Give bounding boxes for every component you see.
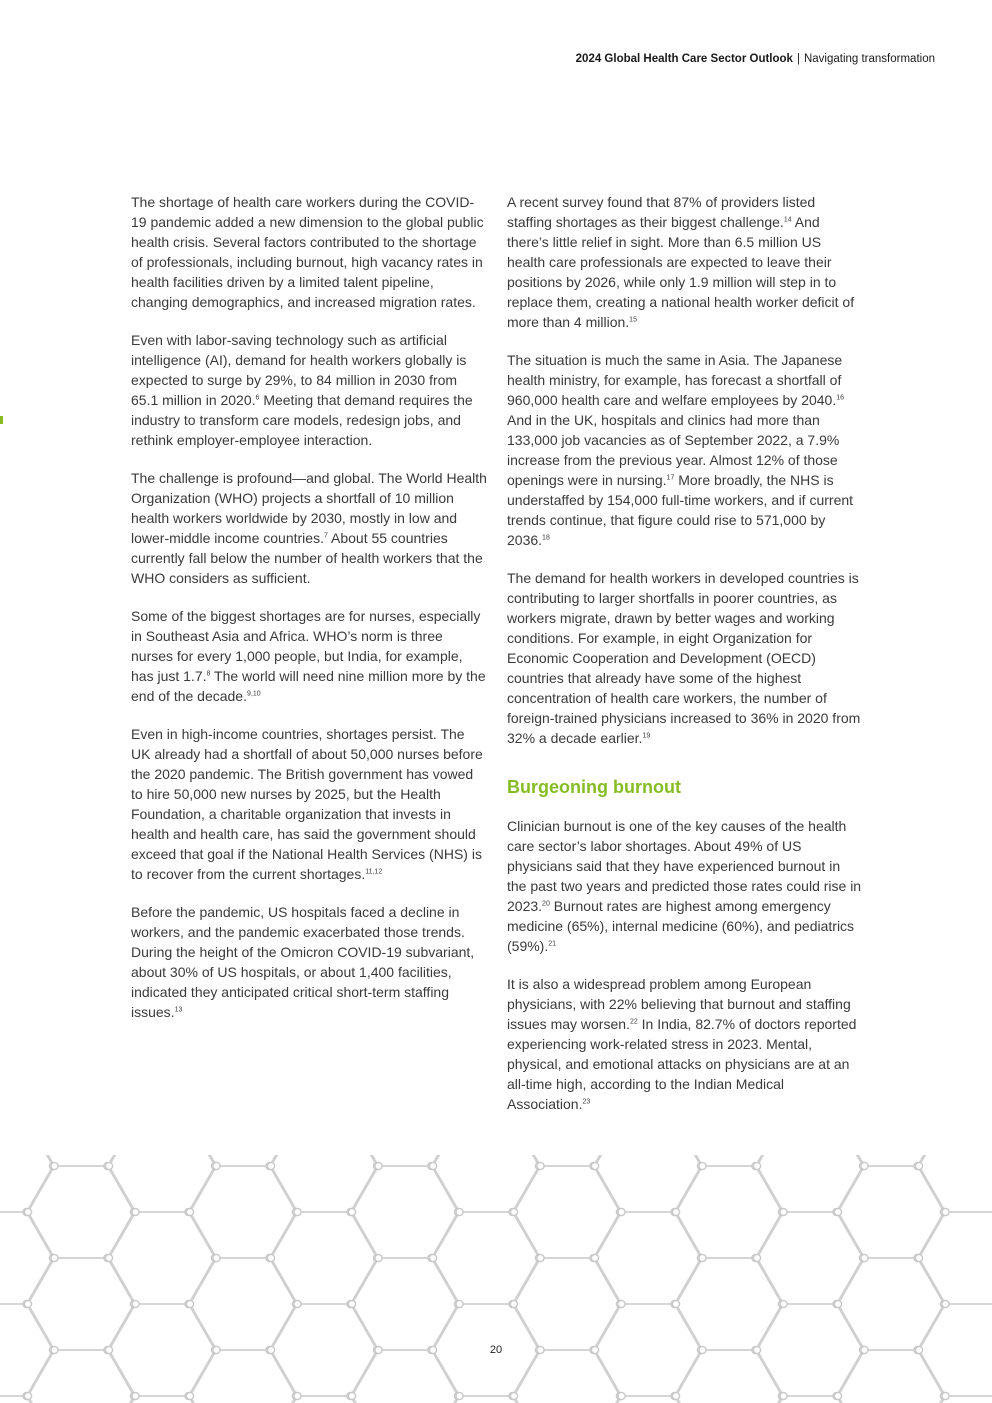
hexagon-node <box>429 1254 436 1261</box>
hexagon-cell <box>352 1258 458 1350</box>
side-accent-mark <box>0 416 3 424</box>
hexagon-cell <box>190 1258 296 1350</box>
paragraph: The situation is much the same in Asia. The Japanese health ministry, for example, has forecast a shortfall of 960,000 health care and welfare employees by 2040.16 And in the UK, hospitals and clinics had more than 133,000 job vacancies as of September 2022, a 7.9% increase from the previous year. Almost 12% of those openings were in nursing.$^{17}$ More broadly, the NHS is understaffed by 154,000 full-time workers, and if current trends continue, that figure could rise to 571,000 by 2036.18 <box>507 352 854 548</box>
hexagon-cell <box>919 1396 992 1403</box>
hexagon-node <box>618 1392 625 1399</box>
paragraph: Even in high-income countries, shortages persist. The UK already had a shortfall of about 50,000 nurses before the 2020 pandemic. The British government has vowed to hire 50,000 new nurses by 2025, but the Health Foundation, a charitable organization that invests in health and health care, has said the government should exceed that goal if the National Health Services (NHS) is to recover from the current shortages.$^{11,12}$ <box>131 726 483 882</box>
hexagon-node <box>186 1208 193 1215</box>
hexagon-cell <box>514 1258 620 1350</box>
hexagon-node <box>861 1162 868 1169</box>
hexagon-node <box>267 1254 274 1261</box>
hexagon-cell <box>595 1396 701 1403</box>
hexagon-node <box>510 1300 517 1307</box>
hexagon-node <box>24 1300 31 1307</box>
hexagon-node <box>510 1208 517 1215</box>
hexagon-cell <box>838 1350 944 1403</box>
hexagon-node <box>132 1392 139 1399</box>
publication-title: 2024 Global Health Care Sector Outlook <box>575 53 793 65</box>
hexagon-node <box>24 1392 31 1399</box>
footnote-ref[interactable]: 22 <box>629 1018 638 1026</box>
footnote-ref[interactable]: 7 <box>323 532 328 540</box>
hexagon-node <box>834 1300 841 1307</box>
hexagon-node <box>51 1162 58 1169</box>
hexagon-node <box>915 1162 922 1169</box>
paragraph: It is also a widespread problem among European physicians, with 22% believing that burnout and staffing issues may worsen.$^{22}$ In India, 82.7% of doctors reported experiencing work-related stress in 2023. Mental, physical, and emotional attacks on physicians are at an all-time high, according to the Indian Medical Association.$^{23}$ <box>507 976 857 1112</box>
hexagon-node <box>105 1254 112 1261</box>
hexagon-cell <box>514 1350 620 1403</box>
footnote-ref[interactable]: 21 <box>548 940 557 948</box>
hexagon-cell <box>676 1258 782 1350</box>
hexagon-node <box>942 1300 949 1307</box>
hexagon-node <box>24 1208 31 1215</box>
hexagon-node <box>456 1300 463 1307</box>
hexagon-node <box>429 1162 436 1169</box>
hexagon-node <box>348 1208 355 1215</box>
footnote-ref[interactable]: 8 <box>206 670 211 678</box>
section-heading: Burgeoning burnout <box>507 777 681 797</box>
hexagon-cell <box>352 1166 458 1258</box>
hexagon-node <box>672 1208 679 1215</box>
hexagon-node <box>618 1208 625 1215</box>
hexagon-node <box>591 1162 598 1169</box>
hexagon-node <box>348 1300 355 1307</box>
hexagon-cell <box>838 1166 944 1258</box>
footnote-ref[interactable]: 13 <box>174 1006 183 1014</box>
footnote-ref[interactable]: 18 <box>542 534 550 542</box>
hexagon-cell <box>28 1155 134 1166</box>
hexagon-node <box>132 1208 139 1215</box>
hexagon-node <box>780 1208 787 1215</box>
footnote-ref[interactable]: 9,10 <box>247 690 261 698</box>
hexagon-node <box>780 1300 787 1307</box>
hexagon-node <box>213 1162 220 1169</box>
footnote-ref[interactable]: 23 <box>582 1098 591 1106</box>
paragraph: The demand for health workers in developed countries is contributing to larger shortfalls in poorer countries, as workers migrate, drawn by better wages and working conditions. For example, in eight Organization for Economic Cooperation and Development (OECD) countries that already have some of the highest concentration of health care workers, the number of foreign-trained physicians increased to 36% in 2020 from 32% a decade earlier.$^{19}$ <box>507 570 861 746</box>
hexagon-cell <box>190 1155 296 1166</box>
paragraph: Some of the biggest shortages are for nurses, especially in Southeast Asia and Africa. WHO’s norm is three nurses for every 1,000 people, but India, for example, has just 1.7.$^8$ The world will need nine million more by the end of the decade.$^{9,10}$ <box>131 608 486 704</box>
hexagon-cell <box>190 1350 296 1403</box>
hexagon-cell <box>514 1166 620 1258</box>
hexagon-node <box>942 1208 949 1215</box>
hexagon-node <box>537 1254 544 1261</box>
footnote-ref[interactable]: 14 <box>783 216 792 224</box>
hexagon-node <box>132 1300 139 1307</box>
hexagon-node <box>375 1254 382 1261</box>
hexagon-cell <box>595 1155 701 1212</box>
hexagon-node <box>672 1300 679 1307</box>
paragraph: The shortage of health care workers during the COVID-19 pandemic added a new dimension to the global public health crisis. Several factors contributed to the shortage of professionals, including burnout, high vacancy rates in health facilities driven by a limited talent pipeline, changing demographics, and increased migration rates. <box>131 194 484 310</box>
hexagon-cell <box>0 1212 53 1304</box>
hexagon-node <box>294 1208 301 1215</box>
hexagon-cell <box>595 1212 701 1304</box>
hexagon-cell <box>433 1155 539 1212</box>
hexagon-node <box>294 1300 301 1307</box>
hexagon-node <box>699 1254 706 1261</box>
hexagon-cell <box>271 1396 377 1403</box>
hexagon-cell <box>28 1350 134 1403</box>
hexagon-node <box>213 1254 220 1261</box>
hexagon-cell <box>676 1155 782 1166</box>
hexagon-node <box>699 1162 706 1169</box>
hexagon-node <box>375 1162 382 1169</box>
hexagon-cell <box>757 1155 863 1212</box>
footnote-ref[interactable]: 6 <box>255 394 260 402</box>
hexagon-node <box>294 1392 301 1399</box>
paragraph: The challenge is profound—and global. The World Health Organization (WHO) projects a shortfall of 10 million health workers worldwide by 2030, mostly in low and lower-middle income countries.$^7$ About 55 countries currently fall below the number of health workers that the WHO considers as sufficient. <box>131 470 487 586</box>
footnote-ref[interactable]: 16 <box>836 394 845 402</box>
hexagon-node <box>753 1162 760 1169</box>
page-number: 20 <box>489 1344 503 1356</box>
hexagon-cell <box>28 1258 134 1350</box>
hexagon-cell <box>109 1212 215 1304</box>
hexagon-cell <box>757 1396 863 1403</box>
right-column <box>507 192 863 1132</box>
hexagon-cell <box>109 1155 215 1212</box>
hexagon-cell <box>352 1155 458 1166</box>
hexagon-node <box>456 1392 463 1399</box>
hexagon-cell <box>190 1166 296 1258</box>
paragraph: A recent survey found that 87% of providers listed staffing shortages as their biggest challenge.$^{14}$ And there’s little relief in sight. More than 6.5 million US health care professionals are expected to leave their positions by 2026, while only 1.9 million will step in to replace them, creating a national health worker deficit of more than 4 million.$^{15}$ <box>507 194 855 330</box>
footnote-ref[interactable]: 15 <box>629 316 637 324</box>
publication-subtitle: Navigating transformation <box>803 53 935 65</box>
hexagon-cell <box>352 1350 458 1403</box>
hexagon-node <box>834 1208 841 1215</box>
hexagon-node <box>753 1254 760 1261</box>
footnote-ref[interactable]: 19 <box>642 732 651 740</box>
hexagon-node <box>456 1208 463 1215</box>
hexagon-node <box>267 1162 274 1169</box>
hexagon-node <box>348 1392 355 1399</box>
hexagon-cell <box>271 1155 377 1212</box>
hexagon-pattern-decoration <box>0 1155 992 1403</box>
hexagon-cell <box>838 1258 944 1350</box>
hexagon-cell <box>838 1155 944 1166</box>
hexagon-node <box>537 1162 544 1169</box>
hexagon-node <box>834 1392 841 1399</box>
header-separator: | <box>796 53 800 65</box>
hexagon-cell <box>271 1212 377 1304</box>
hexagon-node <box>942 1392 949 1399</box>
hexagon-cell <box>919 1212 992 1304</box>
hexagon-cell <box>433 1396 539 1403</box>
left-column <box>131 192 487 1040</box>
footnote-ref[interactable]: 20 <box>542 900 550 908</box>
hexagon-cell <box>109 1396 215 1403</box>
hexagon-node <box>861 1254 868 1261</box>
hexagon-node <box>105 1162 112 1169</box>
hexagon-node <box>591 1254 598 1261</box>
hexagon-cell <box>514 1155 620 1166</box>
paragraph: Before the pandemic, US hospitals faced a decline in workers, and the pandemic exacerbated those trends. During the height of the Omicron COVID-19 subvariant, about 30% of US hospitals, or about 1,400 facilities, indicated they anticipated critical short-term staffing issues.$^{13}$ <box>131 904 475 1020</box>
hexagon-node <box>510 1392 517 1399</box>
hexagon-cell <box>433 1212 539 1304</box>
hexagon-node <box>915 1254 922 1261</box>
paragraph: Even with labor-saving technology such as artificial intelligence (AI), demand for health workers globally is expected to surge by 29%, to 84 million in 2030 from 65.1 million in 2020.$^6$ Meeting that demand requires the industry to transform care models, redesign jobs, and rethink employer-employee interaction. <box>131 332 473 448</box>
hexagon-cell <box>676 1350 782 1403</box>
hexagon-cell <box>757 1212 863 1304</box>
hexagon-node <box>186 1392 193 1399</box>
hexagon-cell <box>28 1166 134 1258</box>
running-header <box>576 53 935 65</box>
hexagon-cell <box>676 1166 782 1258</box>
footnote-ref[interactable]: 17 <box>666 474 675 482</box>
hexagon-node <box>672 1392 679 1399</box>
hexagon-cell <box>919 1155 992 1212</box>
hexagon-node <box>51 1254 58 1261</box>
hexagon-node <box>618 1300 625 1307</box>
footnote-ref[interactable]: 11,12 <box>365 868 383 876</box>
paragraph: Clinician burnout is one of the key causes of the health care sector’s labor shortages. About 49% of US physicians said that they have experienced burnout in the past two years and predicted those rates could rise in 2023.20 Burnout rates are highest among emergency medicine (65%), internal medicine (60%), and pediatrics (59%).$^{21}$ <box>507 818 862 954</box>
hexagon-node <box>186 1300 193 1307</box>
hexagon-node <box>780 1392 787 1399</box>
